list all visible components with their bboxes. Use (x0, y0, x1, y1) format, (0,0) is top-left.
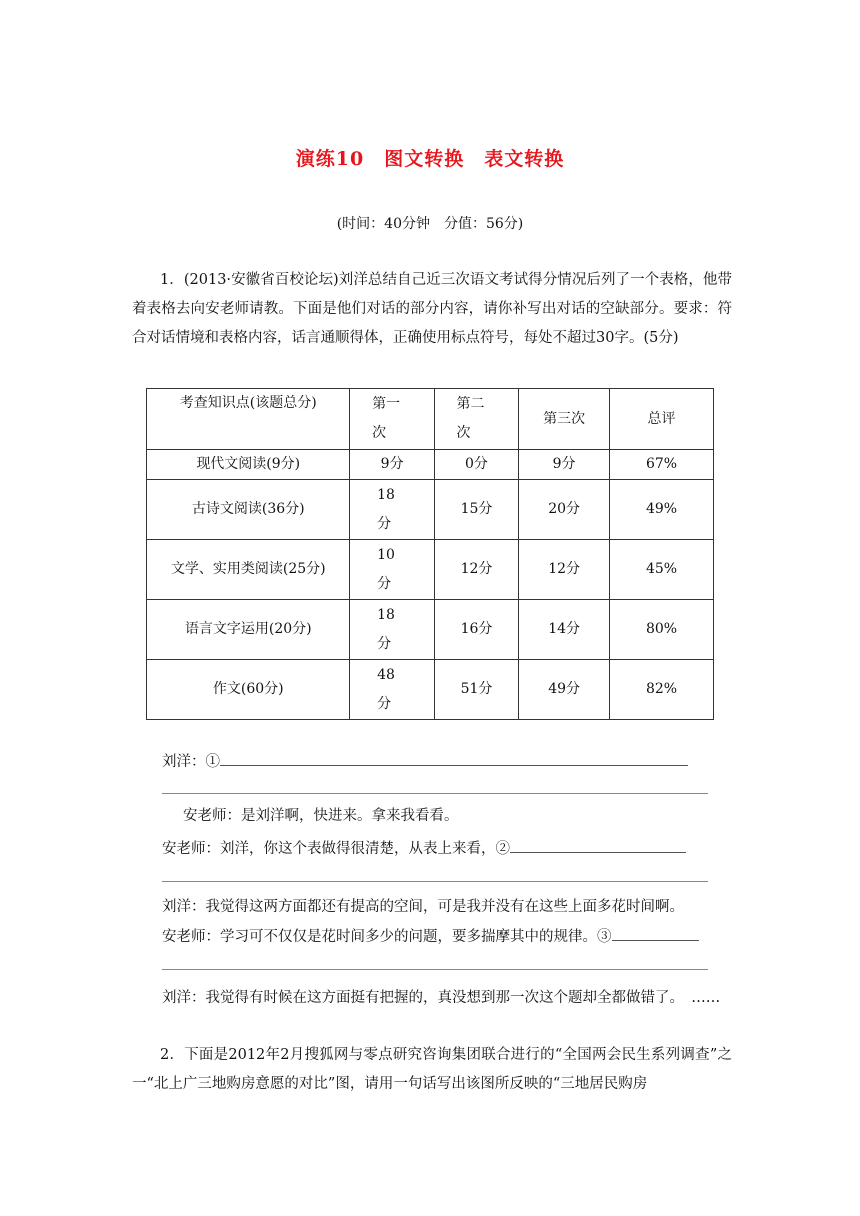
dialogue-line: 安老师：学习可不仅仅是花时间多少的问题，要多揣摩其中的规律。③ (162, 925, 699, 948)
dialogue-line: 刘洋：我觉得有时候在这方面挺有把握的，真没想到那一次这个题却全都做错了。 …… (162, 990, 721, 1006)
table-cell: 48分 (350, 660, 434, 720)
answer-line-3[interactable] (162, 969, 708, 970)
header-cell: 第一次 (350, 389, 434, 450)
answer-blank-1[interactable] (220, 750, 688, 766)
table-cell: 82% (610, 660, 714, 720)
table-cell: 12分 (519, 540, 610, 600)
table-header-row (147, 389, 714, 450)
header-cell: 第三次 (519, 389, 610, 450)
answer-line-2[interactable] (162, 881, 708, 882)
dialogue-line: 安老师：刘洋，你这个表做得很清楚，从表上来看，② (162, 837, 686, 860)
table-cell: 51分 (434, 660, 518, 720)
table-cell: 67% (610, 450, 714, 480)
dialogue-line: 刘洋：我觉得这两方面都还有提高的空间，可是我并没有在这些上面多花时间啊。 (162, 899, 684, 915)
header-cell: 考查知识点(该题总分) (147, 389, 350, 450)
table-row (147, 450, 714, 480)
question-2-text: 2．下面是2012年2月搜狐网与零点研究咨询集团联合进行的“全国两会民生系列调查”之一“北上广三地购房意愿的对比”图，请用一句话写出该图所反映的“三地居民购房 (132, 1047, 732, 1092)
table-cell: 49% (610, 480, 714, 540)
score-table (146, 388, 714, 720)
table-cell: 80% (610, 600, 714, 660)
table-row (147, 660, 714, 720)
table-cell: 作文(60分) (147, 660, 350, 720)
table-cell: 18分 (350, 600, 434, 660)
table-cell: 10分 (350, 540, 434, 600)
table-cell: 文学、实用类阅读(25分) (147, 540, 350, 600)
dialogue-line: 刘洋：① (162, 750, 688, 773)
table-cell: 18分 (350, 480, 434, 540)
header-cell: 总评 (610, 389, 714, 450)
table-row (147, 480, 714, 540)
header-cell: 第二次 (434, 389, 518, 450)
table-cell: 9分 (350, 450, 434, 480)
answer-blank-2[interactable] (510, 837, 686, 853)
table-cell: 9分 (519, 450, 610, 480)
table-cell: 古诗文阅读(36分) (147, 480, 350, 540)
table-cell: 12分 (434, 540, 518, 600)
answer-line-1[interactable] (162, 793, 708, 794)
table-row (147, 540, 714, 600)
table-cell: 45% (610, 540, 714, 600)
table-row (147, 600, 714, 660)
table-cell: 0分 (434, 450, 518, 480)
table-cell: 15分 (434, 480, 518, 540)
page-title: 演练10 图文转换 表文转换 (295, 148, 565, 170)
table-cell: 现代文阅读(9分) (147, 450, 350, 480)
table-cell: 49分 (519, 660, 610, 720)
table-cell: 20分 (519, 480, 610, 540)
question-1-text: 1．(2013·安徽省百校论坛)刘洋总结自己近三次语文考试得分情况后列了一个表格，他带着表格去向安老师请教。下面是他们对话的部分内容，请你补写出对话的空缺部分。要求：符合对话情境和表格内容，话言通顺得体，正确使用标点符号，每处不超过30字。(5分) (132, 272, 732, 346)
table-cell: 14分 (519, 600, 610, 660)
table-cell: 语言文字运用(20分) (147, 600, 350, 660)
dialogue-line: 安老师：是刘洋啊，快进来。拿来我看看。 (183, 808, 459, 824)
table-cell: 16分 (434, 600, 518, 660)
answer-blank-3[interactable] (612, 925, 699, 941)
page-subtitle: (时间：40分钟 分值：56分) (336, 216, 524, 232)
